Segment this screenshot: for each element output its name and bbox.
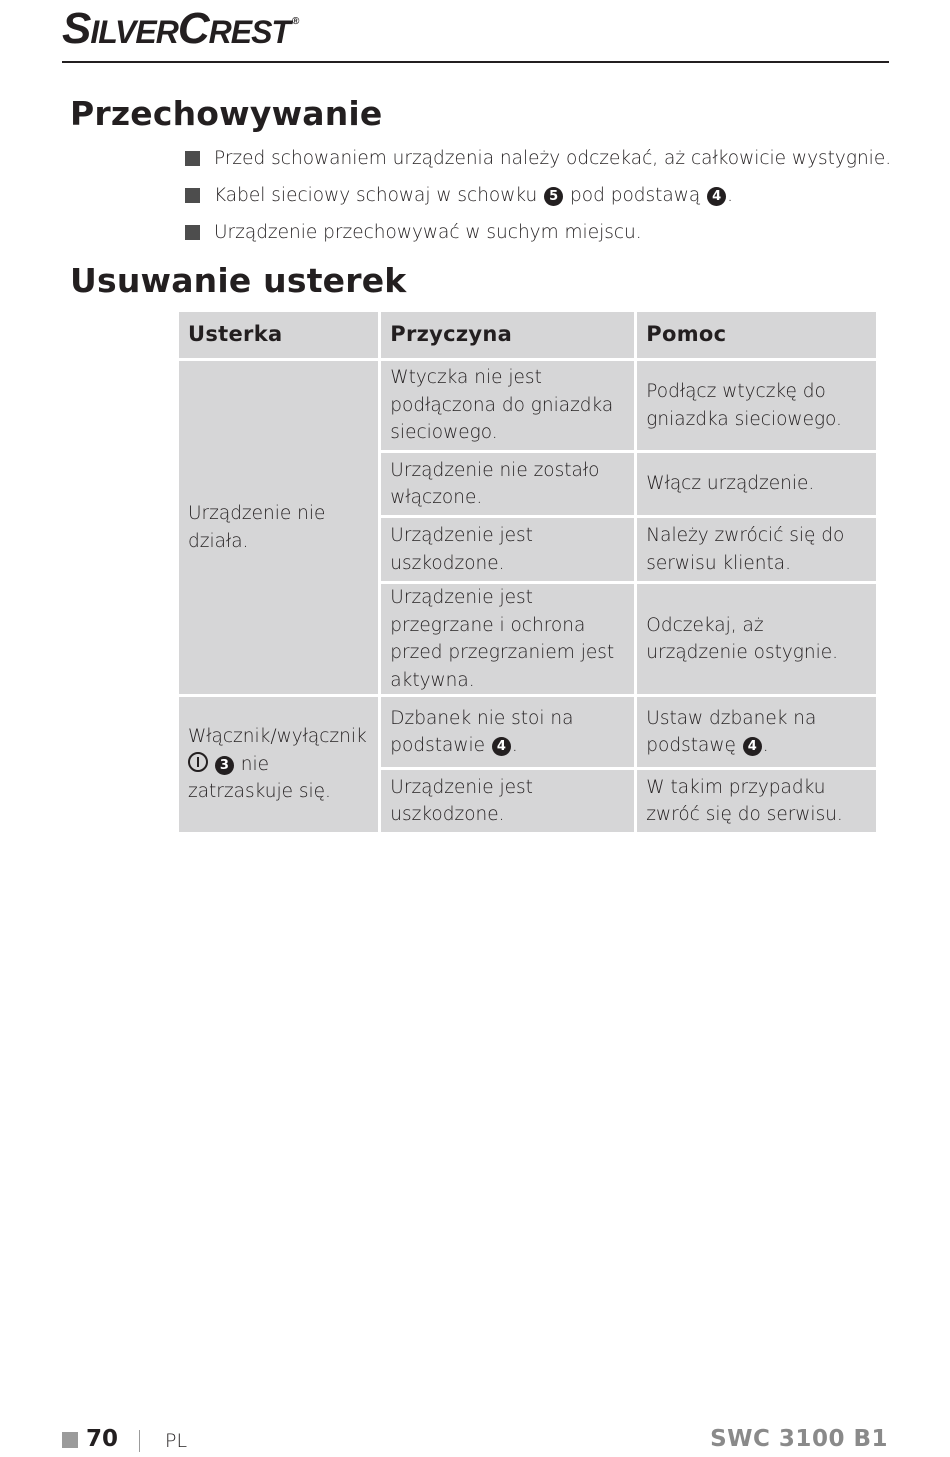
table-row [179,697,876,767]
remedy-cell: Odczekaj, aż urządzenie ostygnie. [637,584,876,694]
power-switch-icon [188,752,208,772]
number-3-icon: 3 [215,756,234,775]
remedy-cell: Ustaw dzbanek na podstawę 4 . [637,697,876,767]
bullet-square-icon [185,151,200,166]
table-row [179,361,876,450]
cause-cell: Dzbanek nie stoi na podstawie 4 . [381,697,634,767]
list-item: Urządzenie przechowywać w suchym miejscu. [185,218,891,255]
header-rule [62,61,889,63]
brand-logo: SILVERCREST ® [62,4,299,53]
troubleshooting-heading: Usuwanie usterek [70,261,407,300]
header-cause: Przyczyna [381,312,634,358]
model-number: SWC 3100 B1 [710,1426,888,1452]
bullet-square-icon [185,188,200,203]
storage-heading: Przechowywanie [70,94,383,133]
number-4-icon: 4 [492,737,511,756]
storage-list [185,144,891,255]
number-4-icon: 4 [707,187,726,206]
cause-cell: Urządzenie jest uszkodzone. [381,770,634,832]
table-header-row [179,312,876,358]
number-5-icon: 5 [544,187,563,206]
list-item: Przed schowaniem urządzenia należy odczekać, aż całkowicie wystygnie. [185,144,891,181]
footer-divider [139,1430,140,1452]
cause-cell: Urządzenie nie zostało włączone. [381,453,634,515]
page-number: 70 [86,1426,119,1452]
bullet-square-icon [185,225,200,240]
fault-cell: Włącznik/wyłącznik 3 nie zatrzaskuje się. [179,697,378,832]
language-code: PL [165,1430,188,1452]
cause-cell: Urządzenie jest uszkodzone. [381,518,634,581]
cause-cell: Urządzenie jest przegrzane i ochrona przed przegrzaniem jest aktywna. [381,584,634,694]
list-item: Kabel sieciowy schowaj w schowku 5 pod podstawą 4 . [185,181,891,218]
fault-cell: Urządzenie nie działa. [179,361,378,694]
footer-square-icon [62,1432,78,1448]
remedy-cell: W takim przypadku zwróć się do serwisu. [637,770,876,832]
troubleshooting-table [176,309,879,835]
remedy-cell: Należy zwrócić się do serwisu klienta. [637,518,876,581]
remedy-cell: Włącz urządzenie. [637,453,876,515]
remedy-cell: Podłącz wtyczkę do gniazdka sieciowego. [637,361,876,450]
number-4-icon: 4 [743,737,762,756]
header-fault: Usterka [179,312,378,358]
header-remedy: Pomoc [637,312,876,358]
cause-cell: Wtyczka nie jest podłączona do gniazdka sieciowego. [381,361,634,450]
